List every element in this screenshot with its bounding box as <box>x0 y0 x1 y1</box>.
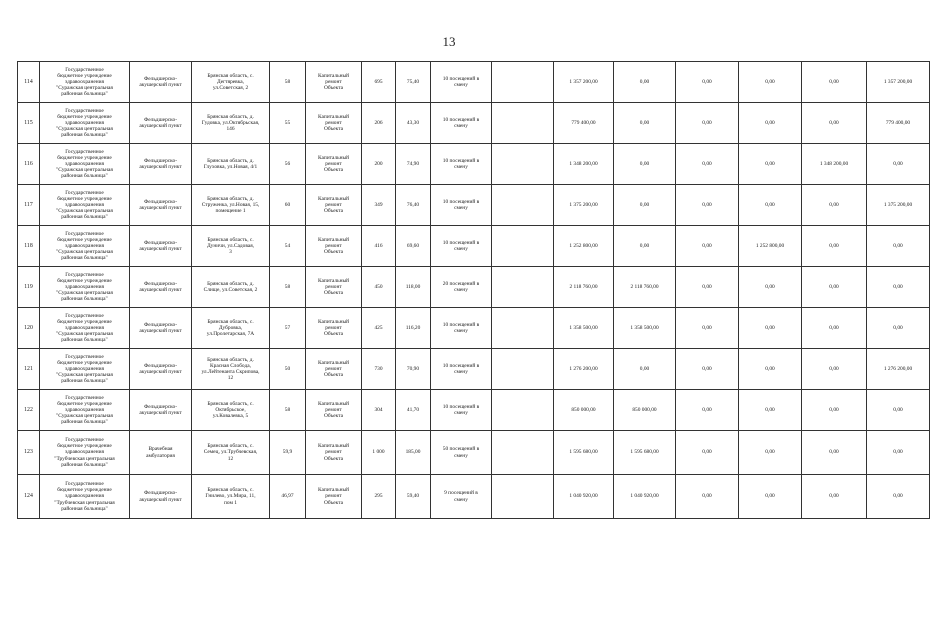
year3-cost-cell: 0,00 <box>739 349 802 390</box>
address-cell: Брянская область, с. Дуничи, ул.Садовая, 3 <box>192 226 270 267</box>
year5-cost-cell: 779 400,00 <box>867 103 930 144</box>
capacity-cell: 9 посещений в смену <box>431 475 492 519</box>
year1-cost-cell: 0,00 <box>614 185 676 226</box>
empty-cell <box>492 431 554 475</box>
year3-cost-cell: 0,00 <box>739 308 802 349</box>
population-cell: 200 <box>362 144 396 185</box>
area-cell: 58 <box>270 390 306 431</box>
table-row <box>18 475 930 519</box>
area-cell: 60 <box>270 185 306 226</box>
population-cell: 295 <box>362 475 396 519</box>
work-type-cell: Капитальный ремонт Объекта <box>306 103 362 144</box>
facility-type-cell: Фельдшерско- акушерский пункт <box>130 349 192 390</box>
population-cell: 206 <box>362 103 396 144</box>
empty-cell <box>492 475 554 519</box>
year2-cost-cell: 0,00 <box>676 185 739 226</box>
year2-cost-cell: 0,00 <box>676 226 739 267</box>
capacity-cell: 50 посещений в смену <box>431 431 492 475</box>
year3-cost-cell: 0,00 <box>739 431 802 475</box>
year2-cost-cell: 0,00 <box>676 390 739 431</box>
table-row <box>18 349 930 390</box>
year4-cost-cell: 0,00 <box>802 267 867 308</box>
total-cost-cell: 2 118 760,00 <box>554 267 614 308</box>
year4-cost-cell: 0,00 <box>802 475 867 519</box>
address-cell: Брянская область, д. Слище, ул.Советская, 2 <box>192 267 270 308</box>
table-row <box>18 144 930 185</box>
area-cell: 58 <box>270 267 306 308</box>
year3-cost-cell: 0,00 <box>739 62 802 103</box>
row-number: 123 <box>18 431 40 475</box>
work-type-cell: Капитальный ремонт Объекта <box>306 62 362 103</box>
year2-cost-cell: 0,00 <box>676 475 739 519</box>
year4-cost-cell: 0,00 <box>802 308 867 349</box>
empty-cell <box>492 62 554 103</box>
facility-type-cell: Фельдшерско- акушерский пункт <box>130 308 192 349</box>
facility-type-cell: Фельдшерско- акушерский пункт <box>130 103 192 144</box>
institution-cell: Государственное бюджетное учреждение здравоохранения "Суражская центральная районная больница" <box>40 308 130 349</box>
area-cell: 54 <box>270 226 306 267</box>
empty-cell <box>492 226 554 267</box>
year1-cost-cell: 1 040 920,00 <box>614 475 676 519</box>
population-cell: 1 000 <box>362 431 396 475</box>
row-number: 121 <box>18 349 40 390</box>
total-cost-cell: 1 040 920,00 <box>554 475 614 519</box>
row-number: 122 <box>18 390 40 431</box>
total-cost-cell: 1 357 200,00 <box>554 62 614 103</box>
institution-cell: Государственное бюджетное учреждение здравоохранения "Суражская центральная районная больница" <box>40 226 130 267</box>
table-row <box>18 267 930 308</box>
year1-cost-cell: 1 358 500,00 <box>614 308 676 349</box>
table-row <box>18 226 930 267</box>
work-type-cell: Капитальный ремонт Объекта <box>306 431 362 475</box>
empty-cell <box>492 103 554 144</box>
facility-type-cell: Фельдшерско- акушерский пункт <box>130 267 192 308</box>
work-type-cell: Капитальный ремонт Объекта <box>306 390 362 431</box>
work-type-cell: Капитальный ремонт Объекта <box>306 475 362 519</box>
floor-area-cell: 74,90 <box>396 144 431 185</box>
total-cost-cell: 1 276 200,00 <box>554 349 614 390</box>
year4-cost-cell: 0,00 <box>802 390 867 431</box>
year1-cost-cell: 1 595 680,00 <box>614 431 676 475</box>
year1-cost-cell: 850 000,00 <box>614 390 676 431</box>
year2-cost-cell: 0,00 <box>676 144 739 185</box>
year5-cost-cell: 0,00 <box>867 475 930 519</box>
year5-cost-cell: 0,00 <box>867 308 930 349</box>
institution-cell: Государственное бюджетное учреждение здравоохранения "Трубчевская центральная районная больница" <box>40 475 130 519</box>
area-cell: 50 <box>270 349 306 390</box>
capacity-cell: 20 посещений в смену <box>431 267 492 308</box>
total-cost-cell: 850 000,00 <box>554 390 614 431</box>
year3-cost-cell: 0,00 <box>739 103 802 144</box>
table-row <box>18 185 930 226</box>
row-number: 124 <box>18 475 40 519</box>
work-type-cell: Капитальный ремонт Объекта <box>306 349 362 390</box>
institution-cell: Государственное бюджетное учреждение здравоохранения "Суражская центральная районная больница" <box>40 390 130 431</box>
capacity-cell: 10 посещений в смену <box>431 308 492 349</box>
area-cell: 59,9 <box>270 431 306 475</box>
year3-cost-cell: 0,00 <box>739 475 802 519</box>
year4-cost-cell: 1 348 200,00 <box>802 144 867 185</box>
capacity-cell: 10 посещений в смену <box>431 103 492 144</box>
total-cost-cell: 1 595 680,00 <box>554 431 614 475</box>
address-cell: Брянская область, с. Дубровка, ул.Пролетарская, 7А <box>192 308 270 349</box>
facility-type-cell: Фельдшерско- акушерский пункт <box>130 144 192 185</box>
floor-area-cell: 41,70 <box>396 390 431 431</box>
facility-type-cell: Фельдшерско- акушерский пункт <box>130 185 192 226</box>
total-cost-cell: 1 348 200,00 <box>554 144 614 185</box>
institution-cell: Государственное бюджетное учреждение здравоохранения "Суражская центральная районная больница" <box>40 185 130 226</box>
year5-cost-cell: 0,00 <box>867 226 930 267</box>
area-cell: 46,97 <box>270 475 306 519</box>
year5-cost-cell: 1 357 200,00 <box>867 62 930 103</box>
year4-cost-cell: 0,00 <box>802 431 867 475</box>
capacity-cell: 10 посещений в смену <box>431 349 492 390</box>
institution-cell: Государственное бюджетное учреждение здравоохранения "Трубчевская центральная районная больница" <box>40 431 130 475</box>
year2-cost-cell: 0,00 <box>676 308 739 349</box>
address-cell: Брянская область, с. Семец, ул.Трубчевская, 12 <box>192 431 270 475</box>
work-type-cell: Капитальный ремонт Объекта <box>306 144 362 185</box>
empty-cell <box>492 267 554 308</box>
row-number: 117 <box>18 185 40 226</box>
empty-cell <box>492 185 554 226</box>
year4-cost-cell: 0,00 <box>802 185 867 226</box>
work-type-cell: Капитальный ремонт Объекта <box>306 226 362 267</box>
year4-cost-cell: 0,00 <box>802 349 867 390</box>
work-type-cell: Капитальный ремонт Объекта <box>306 185 362 226</box>
population-cell: 450 <box>362 267 396 308</box>
floor-area-cell: 118,00 <box>396 267 431 308</box>
capacity-cell: 10 посещений в смену <box>431 185 492 226</box>
row-number: 119 <box>18 267 40 308</box>
year1-cost-cell: 2 118 760,00 <box>614 267 676 308</box>
work-type-cell: Капитальный ремонт Объекта <box>306 308 362 349</box>
year4-cost-cell: 0,00 <box>802 103 867 144</box>
work-type-cell: Капитальный ремонт Объекта <box>306 267 362 308</box>
year2-cost-cell: 0,00 <box>676 431 739 475</box>
total-cost-cell: 1 252 800,00 <box>554 226 614 267</box>
year2-cost-cell: 0,00 <box>676 103 739 144</box>
area-cell: 57 <box>270 308 306 349</box>
population-cell: 416 <box>362 226 396 267</box>
area-cell: 55 <box>270 103 306 144</box>
year5-cost-cell: 0,00 <box>867 390 930 431</box>
population-cell: 695 <box>362 62 396 103</box>
year4-cost-cell: 0,00 <box>802 226 867 267</box>
row-number: 120 <box>18 308 40 349</box>
area-cell: 58 <box>270 62 306 103</box>
year1-cost-cell: 0,00 <box>614 144 676 185</box>
total-cost-cell: 1 358 500,00 <box>554 308 614 349</box>
year1-cost-cell: 0,00 <box>614 349 676 390</box>
capacity-cell: 10 посещений в смену <box>431 390 492 431</box>
population-cell: 349 <box>362 185 396 226</box>
year1-cost-cell: 0,00 <box>614 62 676 103</box>
year5-cost-cell: 1 375 200,00 <box>867 185 930 226</box>
table-body <box>18 62 930 519</box>
table-row <box>18 308 930 349</box>
floor-area-cell: 43,30 <box>396 103 431 144</box>
row-number: 114 <box>18 62 40 103</box>
population-cell: 730 <box>362 349 396 390</box>
facility-type-cell: Фельдшерско- акушерский пункт <box>130 475 192 519</box>
empty-cell <box>492 308 554 349</box>
address-cell: Брянская область, с. Октябрьское, ул.Ковалевка, 5 <box>192 390 270 431</box>
facility-type-cell: Врачебная амбулатория <box>130 431 192 475</box>
floor-area-cell: 75,40 <box>396 62 431 103</box>
year2-cost-cell: 0,00 <box>676 267 739 308</box>
floor-area-cell: 59,40 <box>396 475 431 519</box>
address-cell: Брянская область, с. Дегтяревка, ул.Советская, 2 <box>192 62 270 103</box>
table-row <box>18 390 930 431</box>
facility-type-cell: Фельдшерско- акушерский пункт <box>130 390 192 431</box>
row-number: 118 <box>18 226 40 267</box>
table-row <box>18 62 930 103</box>
floor-area-cell: 69,60 <box>396 226 431 267</box>
year3-cost-cell: 0,00 <box>739 185 802 226</box>
institution-cell: Государственное бюджетное учреждение здравоохранения "Суражская центральная районная больница" <box>40 267 130 308</box>
year5-cost-cell: 0,00 <box>867 431 930 475</box>
population-cell: 304 <box>362 390 396 431</box>
floor-area-cell: 76,40 <box>396 185 431 226</box>
year3-cost-cell: 0,00 <box>739 267 802 308</box>
floor-area-cell: 185,00 <box>396 431 431 475</box>
institution-cell: Государственное бюджетное учреждение здравоохранения "Суражская центральная районная больница" <box>40 62 130 103</box>
year1-cost-cell: 0,00 <box>614 226 676 267</box>
table-row <box>18 103 930 144</box>
capacity-cell: 10 посещений в смену <box>431 62 492 103</box>
year5-cost-cell: 0,00 <box>867 267 930 308</box>
year1-cost-cell: 0,00 <box>614 103 676 144</box>
capacity-cell: 10 посещений в смену <box>431 144 492 185</box>
institution-cell: Государственное бюджетное учреждение здравоохранения "Суражская центральная районная больница" <box>40 144 130 185</box>
year5-cost-cell: 1 276 200,00 <box>867 349 930 390</box>
capacity-cell: 10 посещений в смену <box>431 226 492 267</box>
year2-cost-cell: 0,00 <box>676 349 739 390</box>
year3-cost-cell: 0,00 <box>739 144 802 185</box>
row-number: 116 <box>18 144 40 185</box>
total-cost-cell: 1 375 200,00 <box>554 185 614 226</box>
institution-cell: Государственное бюджетное учреждение здравоохранения "Суражская центральная районная больница" <box>40 103 130 144</box>
empty-cell <box>492 144 554 185</box>
row-number: 115 <box>18 103 40 144</box>
address-cell: Брянская область, д. Струженка, ул.Новая, 15, помещение 1 <box>192 185 270 226</box>
year4-cost-cell: 0,00 <box>802 62 867 103</box>
floor-area-cell: 70,90 <box>396 349 431 390</box>
address-cell: Брянская область, с. Гнилево, ул.Мира, 11, пом 1 <box>192 475 270 519</box>
address-cell: Брянская область, д. Глуховка, ул.Новая, 4/1 <box>192 144 270 185</box>
institution-cell: Государственное бюджетное учреждение здравоохранения "Суражская центральная районная больница" <box>40 349 130 390</box>
address-cell: Брянская область, д. Красная Слобода, ул.Лейтенанта Скрипова, 12 <box>192 349 270 390</box>
year3-cost-cell: 0,00 <box>739 390 802 431</box>
address-cell: Брянская область, д. Гудовка, ул.Октябрьская, 146 <box>192 103 270 144</box>
total-cost-cell: 779 400,00 <box>554 103 614 144</box>
page-number: 13 <box>442 34 456 49</box>
table-row <box>18 431 930 475</box>
year3-cost-cell: 1 252 800,00 <box>739 226 802 267</box>
year2-cost-cell: 0,00 <box>676 62 739 103</box>
facility-type-cell: Фельдшерско- акушерский пункт <box>130 226 192 267</box>
empty-cell <box>492 349 554 390</box>
year5-cost-cell: 0,00 <box>867 144 930 185</box>
program-table <box>17 61 930 519</box>
empty-cell <box>492 390 554 431</box>
facility-type-cell: Фельдшерско- акушерский пункт <box>130 62 192 103</box>
floor-area-cell: 116,20 <box>396 308 431 349</box>
population-cell: 425 <box>362 308 396 349</box>
area-cell: 56 <box>270 144 306 185</box>
